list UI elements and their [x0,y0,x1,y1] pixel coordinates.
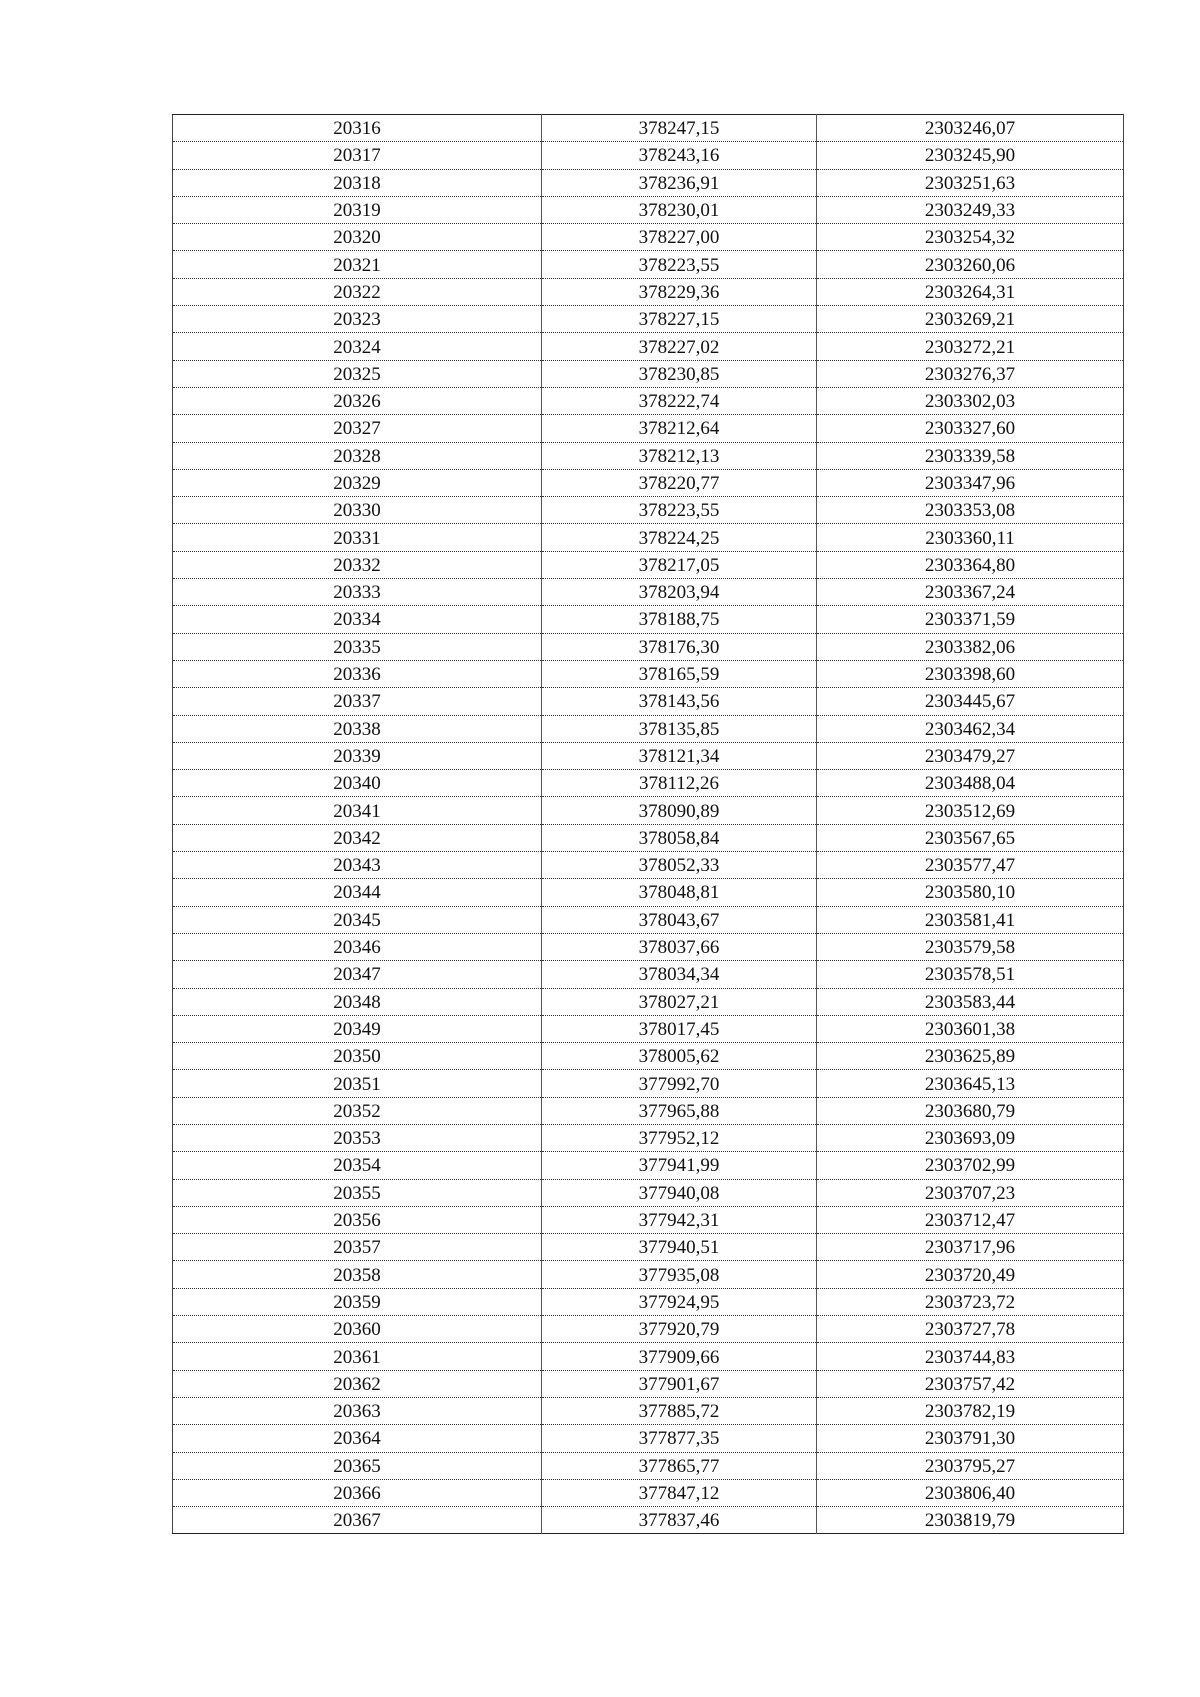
point-number-cell: 20364 [173,1425,542,1452]
point-number-cell: 20347 [173,961,542,988]
point-number-cell: 20326 [173,387,542,414]
table-row [173,1179,1124,1206]
y-coordinate-cell: 2303488,04 [817,770,1124,797]
point-number-cell: 20332 [173,551,542,578]
y-coordinate-cell: 2303693,09 [817,1124,1124,1151]
table-row [173,360,1124,387]
point-number-cell: 20360 [173,1316,542,1343]
x-coordinate-cell: 378247,15 [542,115,817,142]
table-row [173,1316,1124,1343]
table-row [173,852,1124,879]
x-coordinate-cell: 378220,77 [542,469,817,496]
x-coordinate-cell: 378052,33 [542,852,817,879]
x-coordinate-cell: 378212,13 [542,442,817,469]
table-row [173,1206,1124,1233]
point-number-cell: 20366 [173,1479,542,1506]
point-number-cell: 20317 [173,142,542,169]
point-number-cell: 20322 [173,278,542,305]
y-coordinate-cell: 2303720,49 [817,1261,1124,1288]
y-coordinate-cell: 2303445,67 [817,688,1124,715]
point-number-cell: 20337 [173,688,542,715]
y-coordinate-cell: 2303269,21 [817,306,1124,333]
point-number-cell: 20319 [173,196,542,223]
y-coordinate-cell: 2303806,40 [817,1479,1124,1506]
table-row [173,797,1124,824]
x-coordinate-cell: 378143,56 [542,688,817,715]
table-row [173,1124,1124,1151]
x-coordinate-cell: 377952,12 [542,1124,817,1151]
table-row [173,142,1124,169]
table-row [173,742,1124,769]
table-row [173,633,1124,660]
y-coordinate-cell: 2303364,80 [817,551,1124,578]
x-coordinate-cell: 378243,16 [542,142,817,169]
x-coordinate-cell: 378121,34 [542,742,817,769]
y-coordinate-cell: 2303567,65 [817,824,1124,851]
table-row [173,1452,1124,1479]
x-coordinate-cell: 377941,99 [542,1152,817,1179]
table-row [173,579,1124,606]
point-number-cell: 20355 [173,1179,542,1206]
coordinates-table-body [173,115,1124,1534]
y-coordinate-cell: 2303245,90 [817,142,1124,169]
y-coordinate-cell: 2303302,03 [817,387,1124,414]
point-number-cell: 20363 [173,1397,542,1424]
point-number-cell: 20325 [173,360,542,387]
point-number-cell: 20340 [173,770,542,797]
x-coordinate-cell: 378223,55 [542,497,817,524]
y-coordinate-cell: 2303371,59 [817,606,1124,633]
table-row [173,1043,1124,1070]
table-row [173,906,1124,933]
x-coordinate-cell: 377940,51 [542,1234,817,1261]
point-number-cell: 20338 [173,715,542,742]
x-coordinate-cell: 377885,72 [542,1397,817,1424]
x-coordinate-cell: 377920,79 [542,1316,817,1343]
point-number-cell: 20341 [173,797,542,824]
table-row [173,224,1124,251]
table-row [173,251,1124,278]
x-coordinate-cell: 378212,64 [542,415,817,442]
y-coordinate-cell: 2303645,13 [817,1070,1124,1097]
x-coordinate-cell: 377909,66 [542,1343,817,1370]
point-number-cell: 20318 [173,169,542,196]
x-coordinate-cell: 378229,36 [542,278,817,305]
table-row [173,1234,1124,1261]
x-coordinate-cell: 378230,85 [542,360,817,387]
y-coordinate-cell: 2303601,38 [817,1015,1124,1042]
table-row [173,333,1124,360]
x-coordinate-cell: 377992,70 [542,1070,817,1097]
y-coordinate-cell: 2303791,30 [817,1425,1124,1452]
x-coordinate-cell: 377942,31 [542,1206,817,1233]
y-coordinate-cell: 2303347,96 [817,469,1124,496]
x-coordinate-cell: 378005,62 [542,1043,817,1070]
table-row [173,879,1124,906]
x-coordinate-cell: 377935,08 [542,1261,817,1288]
y-coordinate-cell: 2303578,51 [817,961,1124,988]
y-coordinate-cell: 2303717,96 [817,1234,1124,1261]
x-coordinate-cell: 378217,05 [542,551,817,578]
table-row [173,770,1124,797]
y-coordinate-cell: 2303680,79 [817,1097,1124,1124]
point-number-cell: 20351 [173,1070,542,1097]
y-coordinate-cell: 2303462,34 [817,715,1124,742]
point-number-cell: 20324 [173,333,542,360]
point-number-cell: 20334 [173,606,542,633]
y-coordinate-cell: 2303327,60 [817,415,1124,442]
x-coordinate-cell: 378017,45 [542,1015,817,1042]
point-number-cell: 20367 [173,1507,542,1534]
y-coordinate-cell: 2303260,06 [817,251,1124,278]
y-coordinate-cell: 2303583,44 [817,988,1124,1015]
x-coordinate-cell: 377901,67 [542,1370,817,1397]
y-coordinate-cell: 2303367,24 [817,579,1124,606]
y-coordinate-cell: 2303339,58 [817,442,1124,469]
y-coordinate-cell: 2303276,37 [817,360,1124,387]
table-row [173,387,1124,414]
x-coordinate-cell: 378048,81 [542,879,817,906]
table-row [173,1507,1124,1534]
table-row [173,824,1124,851]
table-row [173,1152,1124,1179]
x-coordinate-cell: 378223,55 [542,251,817,278]
y-coordinate-cell: 2303264,31 [817,278,1124,305]
x-coordinate-cell: 378165,59 [542,660,817,687]
y-coordinate-cell: 2303819,79 [924,1510,1016,1532]
table-row [173,1097,1124,1124]
x-coordinate-cell: 378034,34 [542,961,817,988]
y-coordinate-cell: 2303479,27 [817,742,1124,769]
x-coordinate-cell: 378176,30 [542,633,817,660]
x-coordinate-cell: 378236,91 [542,169,817,196]
y-coordinate-cell: 2303246,07 [817,115,1124,142]
y-coordinate-cell: 2303353,08 [817,497,1124,524]
point-number-cell: 20323 [173,306,542,333]
y-coordinate-cell: 2303512,69 [817,797,1124,824]
table-row [173,715,1124,742]
point-number-cell: 20316 [173,115,542,142]
x-coordinate-cell: 378058,84 [542,824,817,851]
x-coordinate-cell: 378227,15 [542,306,817,333]
point-number-cell: 20333 [173,579,542,606]
table-row [173,688,1124,715]
point-number-cell: 20352 [173,1097,542,1124]
x-coordinate-cell: 377965,88 [542,1097,817,1124]
y-coordinate-cell: 2303702,99 [817,1152,1124,1179]
y-coordinate-cell: 2303744,83 [817,1343,1124,1370]
y-coordinate-cell: 2303579,58 [817,933,1124,960]
table-row [173,196,1124,223]
x-coordinate-cell: 377877,35 [542,1425,817,1452]
table-row [173,1425,1124,1452]
point-number-cell: 20362 [173,1370,542,1397]
table-row [173,1288,1124,1315]
point-number-cell: 20328 [173,442,542,469]
table-row [173,442,1124,469]
table-row [173,115,1124,142]
y-coordinate-cell: 2303581,41 [817,906,1124,933]
table-row [173,1479,1124,1506]
y-coordinate-cell: 2303398,60 [817,660,1124,687]
point-number-cell: 20336 [173,660,542,687]
point-number-cell: 20344 [173,879,542,906]
point-number-cell: 20331 [173,524,542,551]
table-row [173,961,1124,988]
y-coordinate-cell: 2303625,89 [817,1043,1124,1070]
x-coordinate-cell: 378135,85 [542,715,817,742]
y-coordinate-cell: 2303360,11 [817,524,1124,551]
y-coordinate-cell: 2303249,33 [817,196,1124,223]
table-row [173,524,1124,551]
x-coordinate-cell: 378227,02 [542,333,817,360]
point-number-cell: 20350 [173,1043,542,1070]
table-row [173,1397,1124,1424]
point-number-cell: 20353 [173,1124,542,1151]
point-number-cell: 20339 [173,742,542,769]
table-row [173,1343,1124,1370]
point-number-cell: 20329 [173,469,542,496]
point-number-cell: 20321 [173,251,542,278]
x-coordinate-cell: 378227,00 [542,224,817,251]
x-coordinate-cell: 378203,94 [542,579,817,606]
x-coordinate-cell: 377940,08 [542,1179,817,1206]
point-number-cell: 20327 [173,415,542,442]
y-coordinate-cell: 2303712,47 [817,1206,1124,1233]
y-coordinate-cell: 2303272,21 [817,333,1124,360]
point-number-cell: 20354 [173,1152,542,1179]
x-coordinate-cell: 377837,46 [542,1507,817,1534]
y-coordinate-cell: 2303723,72 [817,1288,1124,1315]
x-coordinate-cell: 378222,74 [542,387,817,414]
x-coordinate-cell: 378230,01 [542,196,817,223]
point-number-cell: 20346 [173,933,542,960]
y-coordinate-cell: 2303707,23 [817,1179,1124,1206]
x-coordinate-cell: 378090,89 [542,797,817,824]
table-row [173,1015,1124,1042]
x-coordinate-cell: 377865,77 [542,1452,817,1479]
point-number-cell: 20320 [173,224,542,251]
x-coordinate-cell: 378188,75 [542,606,817,633]
y-coordinate-cell: 2303727,78 [817,1316,1124,1343]
x-coordinate-cell: 378224,25 [542,524,817,551]
table-row [173,497,1124,524]
x-coordinate-cell: 377847,12 [542,1479,817,1506]
x-coordinate-cell: 378043,67 [542,906,817,933]
table-row [173,415,1124,442]
point-number-cell: 20330 [173,497,542,524]
point-number-cell: 20357 [173,1234,542,1261]
table-row [173,1370,1124,1397]
table-row [173,606,1124,633]
table-row [173,988,1124,1015]
y-coordinate-cell: 2303382,06 [817,633,1124,660]
point-number-cell: 20345 [173,906,542,933]
point-number-cell: 20358 [173,1261,542,1288]
point-number-cell: 20335 [173,633,542,660]
table-row [173,469,1124,496]
point-number-cell: 20342 [173,824,542,851]
x-coordinate-cell: 378112,26 [542,770,817,797]
y-coordinate-cell: 2303577,47 [817,852,1124,879]
point-number-cell: 20349 [173,1015,542,1042]
coordinates-table [172,114,1124,1534]
y-coordinate-cell: 2303757,42 [817,1370,1124,1397]
table-row [173,169,1124,196]
point-number-cell: 20359 [173,1288,542,1315]
y-coordinate-cell: 2303782,19 [817,1397,1124,1424]
point-number-cell: 20361 [173,1343,542,1370]
table-row [173,278,1124,305]
x-coordinate-cell: 378027,21 [542,988,817,1015]
table-row [173,551,1124,578]
y-coordinate-cell: 2303251,63 [817,169,1124,196]
y-coordinate-cell: 2303254,32 [817,224,1124,251]
y-coordinate-cell: 2303580,10 [817,879,1124,906]
y-coordinate-cell: 2303795,27 [817,1452,1124,1479]
table-row [173,1261,1124,1288]
table-row [173,306,1124,333]
x-coordinate-cell: 378037,66 [542,933,817,960]
point-number-cell: 20348 [173,988,542,1015]
table-row [173,1070,1124,1097]
table-row [173,660,1124,687]
point-number-cell: 20343 [173,852,542,879]
x-coordinate-cell: 377924,95 [542,1288,817,1315]
point-number-cell: 20365 [173,1452,542,1479]
point-number-cell: 20356 [173,1206,542,1233]
table-row [173,933,1124,960]
